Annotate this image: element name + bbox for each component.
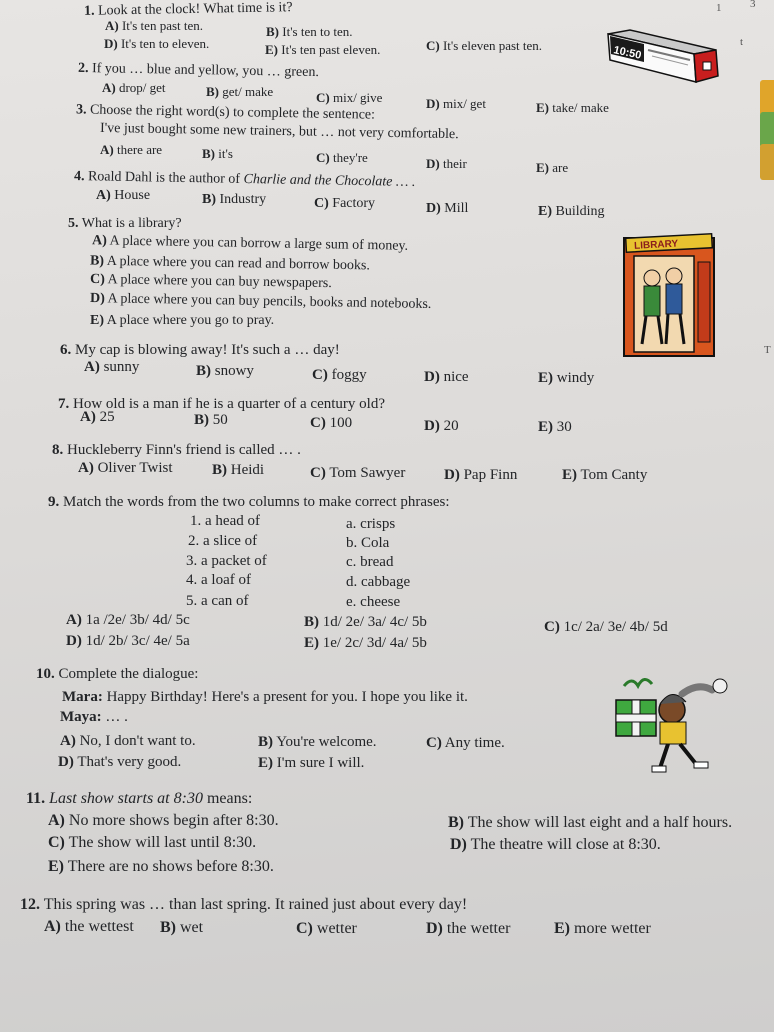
q4-option-e: E) Building xyxy=(538,204,605,219)
q9-left-item: 2. a slice of xyxy=(188,533,258,549)
library-sign-text: LIBRARY xyxy=(633,238,679,252)
q4-option-a: A) House xyxy=(96,188,151,203)
page-corner-number: 1 xyxy=(716,2,722,14)
q9-right-item: b. Cola xyxy=(346,535,390,551)
question-8: 8. Huckleberry Finn's friend is called … . xyxy=(52,442,301,458)
q9-right-item: d. cabbage xyxy=(346,574,411,590)
question-10: 10. Complete the dialogue: xyxy=(36,666,199,682)
q9-option-e: E) 1e/ 2c/ 3d/ 4a/ 5b xyxy=(304,635,427,651)
q6-option-a: A) sunny xyxy=(84,359,140,375)
q3-option-d: D) their xyxy=(426,156,467,171)
q9-option-c: C) 1c/ 2a/ 3e/ 4b/ 5d xyxy=(544,619,668,635)
q6-option-c: C) foggy xyxy=(312,367,367,383)
q10-option-b: B) You're welcome. xyxy=(258,734,377,750)
side-tab-orange xyxy=(760,144,774,180)
q9-option-d: D) 1d/ 2b/ 3c/ 4e/ 5a xyxy=(66,633,190,649)
q7-option-d: D) 20 xyxy=(424,418,459,434)
q11-option-c: C) The show will last until 8:30. xyxy=(48,834,257,851)
q2-option-c: C) mix/ give xyxy=(316,90,383,105)
question-5: 5. What is a library? xyxy=(68,216,182,231)
q12-option-a: A) the wettest xyxy=(44,918,134,935)
q7-option-a: A) 25 xyxy=(80,409,115,425)
question-1: 1. Look at the clock! What time is it? xyxy=(83,0,293,19)
q5-option-b: B) A place where you can read and borrow books. xyxy=(89,253,371,274)
q5-option-e: E) A place where you go to pray. xyxy=(90,313,275,328)
q9-left-item: 3. a packet of xyxy=(186,553,267,569)
q12-option-d: D) the wetter xyxy=(426,920,511,937)
q3-option-e: E) are xyxy=(536,160,569,175)
q8-option-b: B) Heidi xyxy=(212,462,265,478)
margin-mark-2: T xyxy=(764,344,771,356)
q9-right-item: e. cheese xyxy=(346,594,401,610)
q11-option-b: B) The show will last eight and a half hours. xyxy=(448,814,733,831)
q12-option-c: C) wetter xyxy=(296,920,357,937)
q2-option-a: A) drop/ get xyxy=(102,80,166,95)
q7-option-c: C) 100 xyxy=(310,415,353,431)
q8-option-c: C) Tom Sawyer xyxy=(310,465,406,481)
q6-option-b: B) snowy xyxy=(196,363,254,379)
q6-option-e: E) windy xyxy=(538,370,595,386)
question-2: 2. If you … blue and yellow, you … green. xyxy=(77,60,320,81)
question-11: 11. Last show starts at 8:30 means: xyxy=(26,790,253,807)
q9-option-a: A) 1a /2e/ 3b/ 4d/ 5c xyxy=(66,612,190,628)
q10-dialogue-maya: Maya: … . xyxy=(60,709,128,725)
q10-option-a: A) No, I don't want to. xyxy=(60,733,196,749)
q4-option-d: D) Mill xyxy=(426,201,469,216)
q9-option-b: B) 1d/ 2e/ 3a/ 4c/ 5b xyxy=(304,614,427,630)
q7-option-b: B) 50 xyxy=(194,412,228,428)
q6-option-d: D) nice xyxy=(424,369,469,385)
q8-option-e: E) Tom Canty xyxy=(562,467,648,483)
q9-right-item: a. crisps xyxy=(346,516,396,532)
boy-with-gift-illustration xyxy=(612,672,736,776)
question-7: 7. How old is a man if he is a quarter of a century old? xyxy=(58,396,385,412)
q1-option-c: C) It's eleven past ten. xyxy=(426,38,543,53)
q1-option-a: A) It's ten past ten. xyxy=(105,18,204,33)
q11-option-a: A) No more shows begin after 8:30. xyxy=(48,812,279,829)
q8-option-d: D) Pap Finn xyxy=(444,467,518,483)
question-6: 6. My cap is blowing away! It's such a … day! xyxy=(60,342,340,358)
question-9: 9. Match the words from the two columns to make correct phrases: xyxy=(48,494,450,510)
q4-option-b: B) Industry xyxy=(202,192,267,207)
q1-option-b: B) It's ten to ten. xyxy=(266,24,353,39)
q10-option-d: D) That's very good. xyxy=(58,754,182,770)
q5-option-d: D) A place where you can buy pencils, books and notebooks. xyxy=(89,291,432,312)
q2-option-e: E) take/ make xyxy=(536,100,609,115)
question-4: 4. Roald Dahl is the author of Charlie and the Chocolate … . xyxy=(73,169,416,190)
side-tab-green xyxy=(760,112,774,148)
q1-option-e: E) It's ten past eleven. xyxy=(265,42,381,57)
library-illustration xyxy=(616,232,722,360)
q8-option-a: A) Oliver Twist xyxy=(78,460,173,476)
q10-dialogue-mara: Mara: Happy Birthday! Here's a present for you. I hope you like it. xyxy=(62,689,468,705)
q9-left-item: 4. a loaf of xyxy=(186,572,251,588)
q12-option-e: E) more wetter xyxy=(554,920,651,937)
question-3-sentence: I've just bought some new trainers, but … not very comfortable. xyxy=(99,120,459,143)
q7-option-e: E) 30 xyxy=(538,419,572,435)
q2-option-b: B) get/ make xyxy=(206,84,274,99)
q5-option-c: C) A place where you can buy newspapers. xyxy=(89,271,332,292)
q9-right-item: c. bread xyxy=(346,554,394,570)
q4-option-c: C) Factory xyxy=(314,196,376,211)
clock-time-text: 10:50 xyxy=(612,44,643,62)
q3-option-a: A) there are xyxy=(100,142,163,157)
page-corner-number-2: 3 xyxy=(750,0,756,10)
q3-option-b: B) it's xyxy=(202,146,233,161)
q9-left-item: 1. a head of xyxy=(190,513,260,529)
q11-option-d: D) The theatre will close at 8:30. xyxy=(450,836,661,853)
q5-option-a: A) A place where you can borrow a large sum of money. xyxy=(91,233,409,254)
question-3: 3. Choose the right word(s) to complete the sentence: xyxy=(75,102,376,123)
q9-left-item: 5. a can of xyxy=(186,593,249,609)
q3-option-c: C) they're xyxy=(316,150,368,165)
q2-option-d: D) mix/ get xyxy=(426,96,486,111)
question-12: 12. This spring was … than last spring. It rained just about every day! xyxy=(20,896,468,913)
q1-option-d: D) It's ten to eleven. xyxy=(104,36,210,51)
q11-option-e: E) There are no shows before 8:30. xyxy=(48,858,274,875)
digital-clock-illustration xyxy=(604,20,722,88)
side-tab-yellow xyxy=(760,80,774,116)
q10-option-e: E) I'm sure I will. xyxy=(258,755,365,771)
q12-option-b: B) wet xyxy=(160,919,204,936)
q10-option-c: C) Any time. xyxy=(426,735,505,751)
margin-mark: t xyxy=(740,36,744,48)
